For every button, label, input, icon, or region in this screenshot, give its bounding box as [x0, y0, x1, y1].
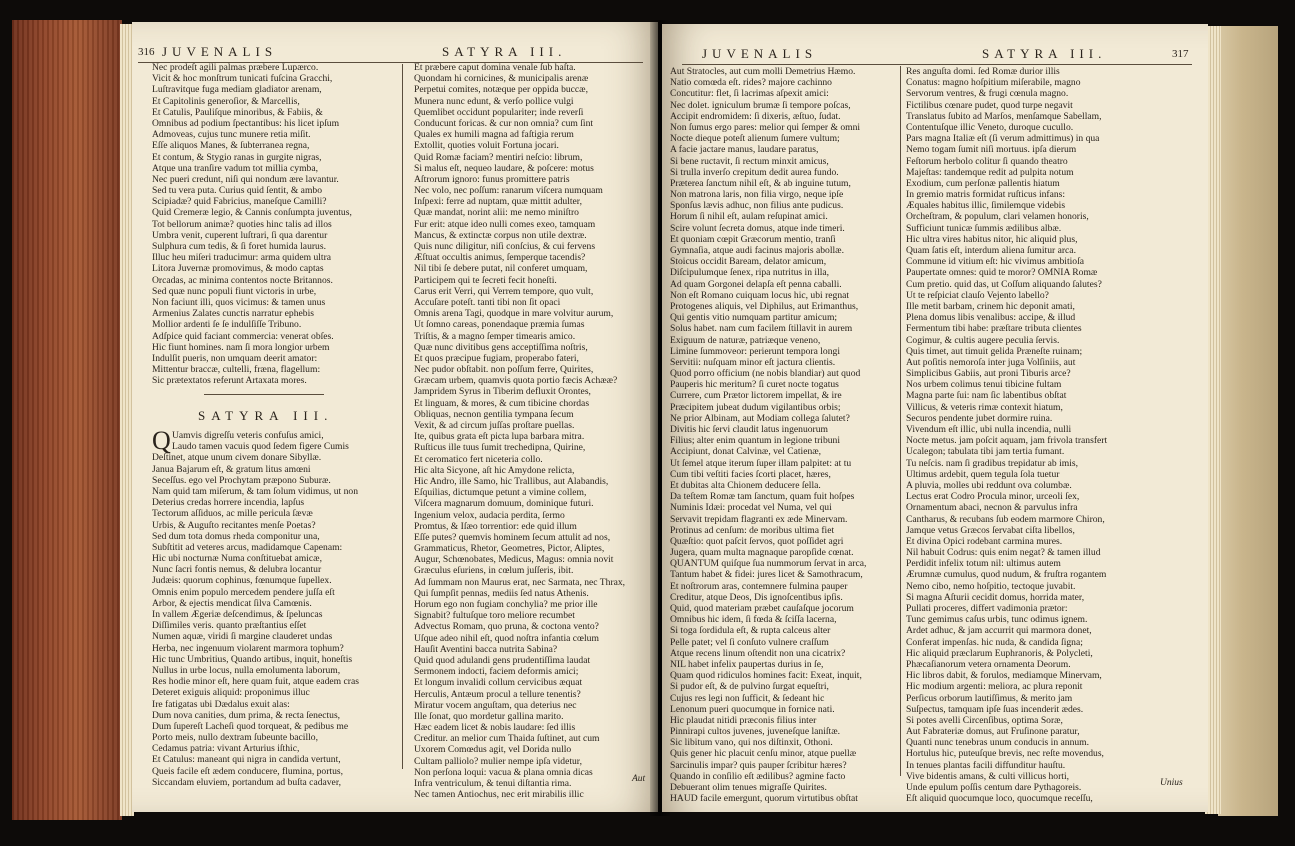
verse-line: Eſquilias, dictumque petunt a vimine collem,	[414, 487, 587, 499]
section-rule	[204, 394, 324, 395]
verse-line: Atque una tranſire vadum tot millia cymba,	[152, 162, 318, 174]
verse-line: Nam quid tam miſerum, & tam ſolum vidimus, ut non	[152, 485, 358, 497]
verse-line: Protogenes aliquis, vel Diphilus, aut Erimanthus,	[670, 300, 859, 312]
verse-line: Feſtorum herbolo colitur ſi quando theatro	[906, 155, 1068, 167]
verse-line: Si trulla inverſo crepitum dedit aurea fundo.	[670, 166, 839, 178]
verse-line: Da teſtem Romæ tam ſanctum, quam fuit hoſpes	[670, 491, 855, 503]
verse-line: Non perſona loqui: vacua & plana omnia dicas	[414, 766, 593, 778]
verse-line: Seceſſus. ego vel Prochytam præpono Suburæ.	[152, 474, 331, 486]
verse-line: Cujus res legi non ſufficit, & ſedeant hic	[670, 692, 825, 704]
verse-line: Nunc ſacri fontis nemus, & delubra locantur	[152, 564, 322, 576]
verse-line: Uſque adeo nihil eſt, quod noſtra infantia cœlum	[414, 632, 599, 644]
verse-line: NIL habet infelix paupertas durius in ſe,	[670, 658, 824, 670]
verse-line: Non faciunt illi, quos vicimus: & tamen unus	[152, 296, 326, 308]
verse-line: Præcipitem jubeat dudum vigilantibus orbis;	[670, 401, 841, 413]
verse-line: Adſpice quid faciant commercia: venerat obſes.	[152, 330, 334, 342]
verse-line: Horum ego non fugiam conchylia? me prior ille	[414, 599, 598, 610]
verse-line: Quod porro officium (ne nobis blandiar) aut quod	[670, 368, 861, 380]
verse-line: Vexit, & ad circum juſſas proſtare puellas.	[414, 420, 575, 431]
book-cover-left	[12, 20, 122, 820]
verse-line: Sulphura cum tedis, & ſi foret humida laurus.	[152, 241, 326, 252]
verse-line: Numen aquæ, viridi ſi margine clauderet undas	[152, 631, 333, 643]
verse-line: Ucalegon; tabulata tibi jam tertia fumant.	[906, 446, 1065, 458]
verse-line: Sufficiunt tunicæ ſummis ædilibus albæ.	[906, 222, 1062, 234]
verse-line: Servorum ventres, & frugi cœnula magno.	[906, 88, 1069, 100]
verse-line: Ne prior Albinam, aut Modiam collega ſalutet?	[670, 412, 850, 424]
verse-line: Cantharus, & recubans ſub eodem marmore Chiron,	[906, 513, 1105, 525]
verse-line: Pullati proceres, differt vadimonia prætor:	[906, 603, 1068, 614]
verse-line: Concutitur: flet, ſi lacrimas aſpexit amici:	[670, 88, 829, 100]
verse-line: Cum tibi veſtiti facies ſcorti placet, hæres,	[670, 468, 831, 480]
verse-line: Cedamus patria: vivant Arturius iſthic,	[152, 743, 300, 755]
verse-line: Et Capitolinis generoſior, & Marcellis,	[152, 95, 300, 107]
verse-line: Æquales habitus illic, ſimilemque videbis	[906, 200, 1066, 212]
verse-line: Nec prodeſt agili palmas præbere Lupærco.	[152, 62, 319, 73]
verse-line: Et ceromatico fert niceteria collo.	[414, 453, 543, 465]
verse-line: Quam ſatis eſt, interdum aliena ſumitur arca.	[906, 245, 1076, 256]
verse-line: Qui ſumpſit pennas, mediis ſed natus Athenis.	[414, 587, 589, 599]
verse-line: Accuſare poteſt. tanti tibi non ſit opaci	[414, 296, 561, 308]
verse-line: Hic alta Sicyone, aſt hic Amydone relicta,	[414, 464, 575, 476]
verse-line: Tectorum aſſiduos, ac mille pericula ſævæ	[152, 508, 313, 520]
verse-line: Et Catulus: maneant qui nigra in candida vertunt,	[152, 754, 341, 766]
verse-line: A pluvia, molles ubi reddunt ova columbæ.	[906, 479, 1072, 491]
verse-line: Carus erit Verri, qui Verrem tempore, quo vult,	[414, 285, 594, 297]
verse-line: Non ſumus ergo pares: melior qui ſemper & omni	[670, 121, 861, 133]
verse-line: Janua Bajarum eſt, & gratum litus amœni	[152, 463, 311, 475]
verse-column-1	[670, 66, 898, 804]
verse-line: In vallem Ægeriæ deſcendimus, & ſpeluncas	[152, 609, 323, 620]
verse-line: Creditur, atque Deos, Dis ignoſcentibus ipſis.	[670, 591, 843, 603]
verse-line: Ad ſummam non Maurus erat, nec Sarmata, nec Thrax,	[414, 576, 626, 588]
verse-line: Filius; alter enim quantum in legione tribuni	[670, 435, 840, 447]
verse-line: Dum ſupereſt Lacheſi quod torqueat, & pedibus me	[152, 720, 349, 732]
verse-line: Servitii: nuſquam minor eſt jactura clientis.	[670, 356, 836, 368]
running-head-satire: SATYRA III.	[442, 44, 567, 59]
verse-line: Dum nova canities, dum prima, & recta ſenectus,	[152, 709, 341, 721]
verse-line: Stoicus occidit Baream, delator amicum,	[670, 256, 827, 268]
verse-line: Protinus ad cenſum: de moribus ultima fiet	[670, 524, 835, 536]
verse-line: Majeſtas: tandemque redit ad pulpita notum	[906, 166, 1074, 178]
verse-line: Tunc gemimus caſus urbis, tunc odimus ignem.	[906, 614, 1088, 626]
verse-line: Gymnaſia, atque audi facinus majoris abollæ.	[670, 245, 844, 256]
verse-line: Qui gentis vitio numquam partitur amicum;	[670, 312, 838, 324]
verse-line: Aut poſitis nemoroſa inter juga Volſiniis, aut	[906, 356, 1076, 368]
verse-line: Sermonem indocti, faciem deformis amici;	[414, 666, 579, 678]
verse-line: Et præbere caput domina venale ſub haſta.	[414, 62, 576, 73]
verse-line: Atque recens linum oſtendit non una cicatrix?	[670, 647, 846, 659]
verse-line: Non matrona laris, non filia virgo, neque ipſe	[670, 189, 844, 201]
verse-line: Perdidit infelix totum nil: ultimus autem	[906, 558, 1061, 570]
verse-line: Contentuſque illic Veneto, duroque cucullo.	[906, 121, 1074, 133]
verse-line: Fermentum tibi habe: præſtare tributa clientes	[906, 323, 1082, 335]
verse-line: Cogimur, & cultis augere peculia ſervis.	[906, 334, 1060, 346]
verse-line: Conatus: magno hoſpitium miſerabile, magno	[906, 77, 1081, 89]
section-heading: SATYRA III.	[198, 408, 334, 423]
verse-line: Cultam palliolo? mulier nempe ipſa videtur,	[414, 755, 582, 767]
verse-line: Orcheſtram, & populum, clari velamen honoris,	[906, 211, 1089, 223]
verse-line: Vivendum eſt illic, ubi nulla incendia, nulli	[906, 424, 1072, 435]
verse-line: Fictilibus cœnare pudet, quod turpe negavit	[906, 99, 1073, 111]
verse-line: Aſtrorum ignoro: funus promittere patris	[414, 173, 570, 185]
verse-line: Promtus, & Iſæo torrentior: ede quid illum	[414, 520, 577, 532]
verse-line: Quæ mandat, norint alii: me nemo miniſtro	[414, 207, 579, 219]
verse-line: Sed tu vera puta. Curius quid ſentit, & ambo	[152, 185, 322, 197]
verse-line: Sponſus lævis adhuc, non filius ante pudicus.	[670, 200, 844, 212]
verse-line: Et contum, & Stygio ranas in gurgite nigras,	[152, 151, 322, 163]
verse-line: Æſtuat occultis animus, ſemperque tacendis?	[414, 252, 586, 264]
verse-line: Mollior ardenti ſe ſe indulſiſſe Tribuno.	[152, 319, 302, 331]
catchword: Aut	[632, 774, 646, 784]
verse-line: Pinnirapi cultos juvenes, juveneſque laniſtæ.	[670, 726, 840, 738]
verse-line: Nil habuit Codrus: quis enim negat? & tamen illud	[906, 547, 1101, 559]
verse-line: Accipiunt, donat Calvinæ, vel Catienæ,	[670, 446, 822, 458]
verse-line: Orcadas, ac minima contentos nocte Britannos.	[152, 274, 333, 286]
verse-line: Villicus, & veteris rimæ contexit hiatum,	[906, 401, 1063, 413]
verse-line: Diſſimiles veris. quanto præſtantius eſſet	[152, 620, 307, 632]
verse-line: Omnis arena Tagi, quodque in mare volvitur aurum,	[414, 308, 614, 320]
verse-line: Pauperis hic meritum? ſi curet nocte togatus	[670, 379, 839, 391]
verse-line: Plena domus libis venalibus: accipe, & illud	[906, 312, 1076, 324]
verse-line: Conferat impenſas. hic nuda, & candida ſigna;	[906, 636, 1083, 648]
verse-line: Nemo togam ſumit niſi mortuus. ipſa dierum	[906, 144, 1077, 156]
verse-line: Quanti nunc tenebras unum conducis in annum.	[906, 737, 1090, 749]
verse-line: Hortulus hic, puteuſque brevis, nec reſte movendus,	[906, 748, 1104, 760]
verse-line: Quid quod adulandi gens prudentiſſima laudat	[414, 654, 591, 666]
verse-line: Eſſe aliquos Manes, & ſubterranea regna,	[152, 140, 310, 152]
verse-line: Nos urbem colimus tenui tibicine fultam	[906, 379, 1062, 391]
verse-line: Et divina Opici rodebant carmina mures.	[906, 535, 1063, 547]
verse-line: Ut ſomno careas, ponendaque præmia ſumas	[414, 319, 585, 331]
verse-line: Subſtitit ad veteres arcus, madidamque Capenam:	[152, 541, 343, 553]
verse-line: Solus habet. nam cum facilem ſtillavit in aurem	[670, 323, 853, 335]
verse-line: Sarcinulis impar? quis pauper ſcribitur hæres?	[670, 759, 847, 771]
verse-line: Translatus ſubito ad Marſos, menſamque Sabellam,	[906, 110, 1102, 122]
column-divider	[402, 64, 403, 769]
verse-line: Ardet adhuc, & jam accurrit qui marmora donet,	[906, 625, 1092, 637]
verse-line: Quis nunc diligitur, niſi conſcius, & cui fervens	[414, 241, 596, 252]
verse-line: Nec tamen Antiochus, nec erit mirabilis illic	[414, 789, 584, 801]
verse-line: Jamque vetus Græcos ſervabat ciſta libellos,	[906, 524, 1075, 536]
verse-line: Unde epulum poſſis centum dare Pythagoreis.	[906, 782, 1082, 793]
verse-line: Et Catulis, Pauliſque minoribus, & Fabiis, &	[152, 106, 323, 118]
verse-line: Et quos præcipue fugiam, properabo fateri,	[414, 352, 579, 364]
verse-line: Ornamentum abaci, necnon & parvulus infra	[906, 502, 1078, 514]
verse-line: Deteret exiguis aliquid: proponimus illuc	[152, 687, 310, 699]
verse-line: Porto meis, nullo dextram ſubeunte bacillo,	[152, 732, 318, 744]
verse-line: Lenonum pueri quocumque in fornice nati.	[670, 703, 835, 715]
verse-line: Si malus eſt, nequeo laudare, & poſcere: motus	[414, 162, 594, 174]
verse-line: In gremio matris formidat ruſticus infans:	[906, 189, 1066, 201]
verse-line: Hic ubi nocturnæ Numa conſtituebat amicæ,	[152, 553, 322, 565]
verse-line: Græculus eſuriens, in cœlum juſſeris, ibit.	[414, 565, 574, 577]
verse-line: Paupertate omnes: quid te moror? OMNIA Romæ	[906, 267, 1098, 279]
verse-line: Signabit? fultuſque toro meliore recumbet	[414, 610, 575, 622]
verse-line: Divitis hic ſervi claudit latus ingenuorum	[670, 424, 829, 435]
drop-cap: Q	[152, 430, 171, 455]
verse-line: Litora Juvernæ promovimus, & modo captas	[152, 263, 324, 275]
verse-line: Deſtinet, atque unum civem donare Sibyllæ.	[152, 452, 322, 464]
verse-line: Luſtravitque fuga mediam gladiator arenam,	[152, 84, 322, 96]
verse-line: Diſcipulumque ſenex, ripa nutritus in illa,	[670, 267, 830, 279]
verse-line: Quis gener hic placuit cenſu minor, atque puellæ	[670, 748, 857, 760]
verse-line: Quæſtio: quot paſcit ſervos, quot poſſidet agri	[670, 535, 844, 547]
verse-line: Pelle patet; vel ſi conſuto vulnere craſſum	[670, 636, 829, 648]
verse-line: Quis timet, aut timuit gelida Præneſte ruinam;	[906, 345, 1083, 357]
verse-line: Hæc eadem licet & nobis laudare: ſed illis	[414, 722, 576, 734]
verse-line: Nocte dieque poteſt alienum ſumere vultum;	[670, 133, 840, 145]
verse-line: Si bene ructavit, ſi rectum minxit amicus,	[670, 155, 829, 167]
verse-line: Jugera, quam multa magnaque paropſide cœnat.	[670, 547, 854, 559]
verse-line: Si magna Aſturii cecidit domus, horrida mater,	[906, 591, 1085, 603]
verse-line: Limine ſummoveor: perierunt tempora longi	[670, 345, 840, 357]
running-head-author: JUVENALIS	[162, 44, 278, 59]
running-head-author: JUVENALIS	[702, 46, 818, 61]
verse-column-1-bottom	[152, 430, 398, 788]
verse-line: Vicit & hoc monſtrum tunicati fuſcina Gracchi,	[152, 73, 333, 85]
verse-line: Deterius credas horrere incendia, lapſus	[152, 497, 305, 509]
verse-line: Simplicibus Gabiis, aut proni Tiburis arce?	[906, 368, 1071, 380]
verse-line: Et longum invalidi collum cervicibus æquat	[414, 677, 583, 689]
verse-line: Lectus erat Codro Procula minor, urceoli ſex,	[906, 491, 1080, 503]
verse-line: Infra ventriculum, & tenui diſtantia rima.	[414, 778, 572, 789]
verse-line: HAUD facile emergunt, quorum virtutibus obſtat	[670, 793, 858, 805]
verse-line: Conducunt foricas. & cur non omnia? cum ſint	[414, 117, 594, 129]
verse-line: Nemo cibo, nemo hoſpitio, tectoque juvabit.	[906, 580, 1076, 592]
verse-line: Miratur vocem anguſtam, qua deterius nec	[414, 699, 577, 711]
verse-line: Quondam hi cornicines, & municipalis arenæ	[414, 73, 589, 85]
verse-line: Participem qui te ſecreti fecit honeſti.	[414, 274, 557, 286]
verse-line: Et dubitas alta Chionem deducere ſella.	[670, 479, 821, 491]
verse-line: Res anguſta domi. ſed Romæ durior illis	[906, 66, 1060, 77]
verse-line: Vive bidentis amans, & culti villicus horti,	[906, 770, 1070, 782]
verse-line: Uxorem Comœdus agit, vel Dorida nullo	[414, 744, 572, 756]
verse-line: Quæ nunc divitibus gens acceptiſſima noſtris,	[414, 341, 588, 353]
verse-line: QUANTUM quiſque ſua nummorum ſervat in arca,	[670, 558, 867, 570]
verse-line: Armenius Zalates cunctis narratur ephebis	[152, 308, 314, 320]
verse-column-2	[906, 66, 1198, 804]
verse-line: Admoveas, cujus tunc munere retia miſit.	[152, 129, 311, 141]
verse-line: Hic ultra vires habitus nitor, hic aliquid plus,	[906, 233, 1078, 245]
verse-line: Indulſit pueris, non umquam deerit amator:	[152, 352, 318, 364]
verse-line: Judæis: quorum cophinus, fœnumque ſupellex.	[152, 575, 332, 587]
verse-line: Siccandam eluviem, portandum ad buſta cadaver,	[152, 776, 342, 788]
verse-line: Viſcera magnarum domuum, dominique futuri.	[414, 498, 594, 510]
verse-line: Ire fatigatas ubi Dædalus exuit alas:	[152, 698, 290, 710]
verse-line: Queis facile eſt ædem conducere, flumina, portus,	[152, 765, 344, 777]
verse-line: Herba, nec ingenuum violarent marmora tophum?	[152, 642, 344, 654]
verse-line: Uamvis digreſſu veteris confuſus amici,	[172, 430, 324, 441]
verse-line: Ille metit barbam, crinem hic deponit amati,	[906, 300, 1075, 312]
verse-line: Nullus in urbe locus, nulla emolumenta laborum,	[152, 664, 341, 676]
header-rule	[682, 64, 1192, 65]
verse-line: Quid Cremeræ legio, & Cannis conſumpta juventus,	[152, 207, 352, 219]
verse-line: Arbor, & ejectis mendicat ſilva Camœnis.	[152, 597, 312, 609]
left-page	[132, 22, 658, 812]
verse-line: Non eſt Romano cuiquam locus hic, ubi regnat	[670, 289, 850, 301]
verse-line: Ite, quibus grata eſt picta lupa barbara mitra.	[414, 431, 585, 443]
verse-line: Sic libitum vano, qui nos diſtinxit, Othoni.	[670, 737, 833, 749]
verse-line: Servavit trepidam flagranti ex æde Minervam.	[670, 513, 848, 525]
verse-line: Natio comœda eſt. rides? majore cachinno	[670, 77, 832, 89]
right-page	[662, 24, 1208, 812]
page-number: 317	[1172, 48, 1189, 60]
verse-line: Quales ex humili magna ad faſtigia rerum	[414, 129, 574, 141]
verse-line: Si pudor eſt, & de pulvino ſurgat equeſtri,	[670, 681, 829, 693]
verse-line: Aut Stratocles, aut cum molli Demetrius Hæmo.	[670, 66, 856, 77]
verse-line: Et noſtrorum aras, contemnere fulmina pauper	[670, 580, 848, 592]
verse-line: Munera nunc edunt, & verſo pollice vulgi	[414, 95, 574, 107]
verse-line: Jampridem Syrus in Tiberim defluxit Orontes,	[414, 386, 591, 398]
verse-line: Phæcaſianorum vetera ornamenta Deorum.	[906, 658, 1071, 670]
verse-line: Nil tibi ſe debere putat, nil conferet umquam,	[414, 263, 588, 275]
column-divider	[900, 66, 901, 776]
verse-line: Ærumnæ cumulus, quod nudum, & fruſtra rogantem	[906, 569, 1107, 581]
verse-line: Magna parte ſui: nam ſic labentibus obſtat	[906, 390, 1067, 402]
verse-line: Et quoniam cœpit Græcorum mentio, tranſi	[670, 233, 836, 245]
verse-line: Illuc heu miſeri traducimur: arma quidem ultra	[152, 252, 332, 264]
verse-line: Hic modium argenti: meliora, ac plura reponit	[906, 681, 1083, 693]
verse-line: Currere, cum Prætor lictorem impellat, & ire	[670, 390, 842, 402]
verse-line: Perpetui comites, notæque per oppida buccæ,	[414, 84, 588, 96]
verse-line: Tantum habet & fidei: jures licet & Samothracum,	[670, 569, 863, 581]
page-number: 316	[138, 46, 155, 58]
verse-line: Hic fiunt homines. nam ſi mora longior urbem	[152, 341, 330, 353]
verse-line: Hauſit Aventini bacca nutrita Sabina?	[414, 643, 558, 655]
verse-line: Commune id vitium eſt: hic vivimus ambitioſa	[906, 256, 1085, 268]
verse-line: Aut Fabrateriæ domus, aut Fruſinone paratur,	[906, 726, 1080, 738]
verse-line: Mancus, & extinctæ corpus non utile dextræ.	[414, 229, 587, 241]
verse-line: Nec dolet. igniculum brumæ ſi tempore poſcas,	[670, 99, 851, 111]
verse-line: Umbra venit, cuperent luſtrari, ſi qua darentur	[152, 229, 328, 241]
verse-line: Tu neſcis. nam ſi gradibus trepidatur ab imis,	[906, 457, 1079, 469]
verse-line: Pars magna Italiæ eſt (ſi verum admittimus) in qua	[906, 133, 1100, 145]
verse-line: Cum pretio. quid das, ut Coſſum aliquando ſalutes?	[906, 278, 1102, 290]
verse-line: Advectus Romam, quo pruna, & coctona vento?	[414, 621, 599, 633]
verse-line: Omnibus ad podium ſpectantibus: his licet ipſum	[152, 117, 340, 129]
verse-line: Numinis Idæi: procedat vel Numa, vel qui	[670, 502, 832, 514]
verse-line: Sed dum tota domus rheda componitur una,	[152, 530, 320, 542]
verse-line: Sed quæ nunc populi fiunt victoris in urbe,	[152, 285, 317, 297]
verse-line: Debuerant olim tenues migraſſe Quirites.	[670, 782, 827, 793]
verse-line: Inſpexi: ferre ad nuptam, quæ mittit adulter,	[414, 196, 582, 208]
verse-line: Nec pueri credunt, niſi qui nondum ære lavantur.	[152, 173, 339, 185]
catchword: Unius	[1160, 778, 1183, 788]
verse-line: Ad quam Gorgonei delapſa eſt penna caballi.	[670, 278, 842, 290]
verse-line: Mittentur braccæ, cultelli, fræna, flagellum:	[152, 364, 321, 376]
verse-line: Res hodie minor eſt, here quam fuit, atque eadem cras	[152, 676, 359, 688]
verse-line: Scipiadæ? quid Fabricius, maneſque Camilli?	[152, 196, 327, 208]
verse-line: Grammaticus, Rhetor, Geometres, Pictor, Aliptes,	[414, 543, 605, 555]
verse-line: Omnibus hic idem, ſi fœda & ſciſſa lacerna,	[670, 614, 837, 626]
verse-line: Extollit, quoties voluit Fortuna jocari.	[414, 140, 559, 152]
verse-column-2	[414, 62, 654, 800]
verse-line: Quam quod ridiculos homines facit: Exeat, inquit,	[670, 670, 862, 682]
verse-line: Perſicus orborum lautiſſimus, & merito jam	[906, 692, 1073, 704]
verse-line: Suſpectus, tamquam ipſe ſuas incenderit ædes.	[906, 703, 1084, 715]
verse-line: Tot bellorum animæ? quoties hinc talis ad illos	[152, 218, 332, 230]
verse-line: In tenues plantas facili diffunditur hauſtu.	[906, 759, 1066, 771]
verse-line: Quando in conſilio eſt ædilibus? agmine facto	[670, 770, 846, 782]
verse-line: Nec volo, nec poſſum: ranarum viſcera numquam	[414, 185, 603, 197]
verse-line: Creditur. an melior cum Thaida ſuſtinet, aut cum	[414, 733, 600, 745]
verse-line: Herculis, Antæum procul a tellure tenentis?	[414, 688, 581, 700]
verse-line: Exiguum de naturæ, patriæque veneno,	[670, 334, 821, 346]
verse-line: Ille ſonat, quo mordetur gallina marito.	[414, 710, 564, 722]
verse-line: Triſtis, & a magno ſemper timearis amico.	[414, 330, 576, 342]
verse-line: Ruſticus ille tuus ſumit trechedipna, Quirine,	[414, 442, 586, 454]
verse-line: Accipit endromidem: ſi dixeris, æſtuo, ſudat.	[670, 110, 841, 122]
verse-line: Scire volunt ſecreta domus, atque inde timeri.	[670, 222, 845, 234]
verse-line: Sic prætextatos referunt Artaxata mores.	[152, 375, 307, 387]
verse-line: Græcam urbem, quamvis quota portio fæcis Achææ?	[414, 375, 618, 387]
verse-line: Fur erit: atque ideo nulli comes exeo, tamquam	[414, 218, 596, 230]
verse-line: Horum ſi nihil eſt, aulam reſupinat amici.	[670, 211, 828, 223]
book-cover-right	[1218, 26, 1278, 816]
verse-line: Exodium, cum perſonæ pallentis hiatum	[906, 177, 1060, 189]
verse-line: Hic libros dabit, & forulos, mediamque Minervam,	[906, 670, 1102, 682]
verse-line: Hic tunc Umbritius, Quando artibus, inquit, honeſtis	[152, 653, 353, 665]
running-head-satire: SATYRA III.	[982, 46, 1107, 61]
verse-line: Si potes avelli Circenſibus, optima Soræ,	[906, 714, 1063, 726]
verse-line: Quid, quod materiam præbet cauſaſque jocorum	[670, 603, 854, 614]
verse-line: Quemlibet occidunt populariter; inde reverſi	[414, 106, 584, 118]
verse-line: Eſſe putes? quemvis hominem ſecum attulit ad nos,	[414, 531, 611, 543]
verse-line: Omnis enim populo mercedem pendere juſſa eſt	[152, 586, 335, 598]
verse-line: Laudo tamen vacuis quod ſedem figere Cumis	[172, 441, 349, 453]
verse-line: A facie jactare manus, laudare paratus,	[670, 144, 819, 156]
verse-line: Ut te reſpiciat clauſo Vejento labello?	[906, 289, 1049, 301]
verse-line: Nocte metus. jam poſcit aquam, jam frivola transfert	[906, 435, 1108, 447]
verse-line: Augur, Schœnobates, Medicus, Magus: omnia novit	[414, 554, 614, 566]
verse-line: Eſt aliquid quocumque loco, quocumque receſſu,	[906, 793, 1093, 805]
verse-line: Nec pudor obſtabit. non poſſum ferre, Quirites,	[414, 364, 594, 376]
verse-line: Hic Andro, ille Samo, hic Trallibus, aut Alabandis,	[414, 475, 609, 487]
verse-line: Urbis, & Auguſto recitantes menſe Poetas?	[152, 519, 316, 531]
verse-line: Hic plaudat nitidi præconis filius inter	[670, 714, 817, 726]
verse-line: Obliquas, necnon gentilia tympana ſecum	[414, 408, 574, 420]
verse-line: Et linguam, & mores, & cum tibicine chordas	[414, 397, 590, 409]
verse-column-1-top	[152, 62, 397, 386]
verse-line: Hic aliquid præclarum Euphranoris, & Polycleti,	[906, 647, 1093, 659]
verse-line: Ingenium velox, audacia perdita, ſermo	[414, 509, 565, 521]
verse-line: Ultimus ardebit, quem tegula ſola tuetur	[906, 468, 1060, 480]
verse-line: Si toga ſordidula eſt, & rupta calceus alter	[670, 625, 831, 637]
verse-line: Quid Romæ faciam? mentiri neſcio: librum,	[414, 151, 583, 163]
verse-line: Præterea ſanctum nihil eſt, & ab inguine tutum,	[670, 177, 851, 189]
verse-line: Securos pendente jubet dormire ruina.	[906, 412, 1053, 424]
verse-line: Ut ſemel atque iterum ſuper illam palpitet: at tu	[670, 457, 852, 469]
